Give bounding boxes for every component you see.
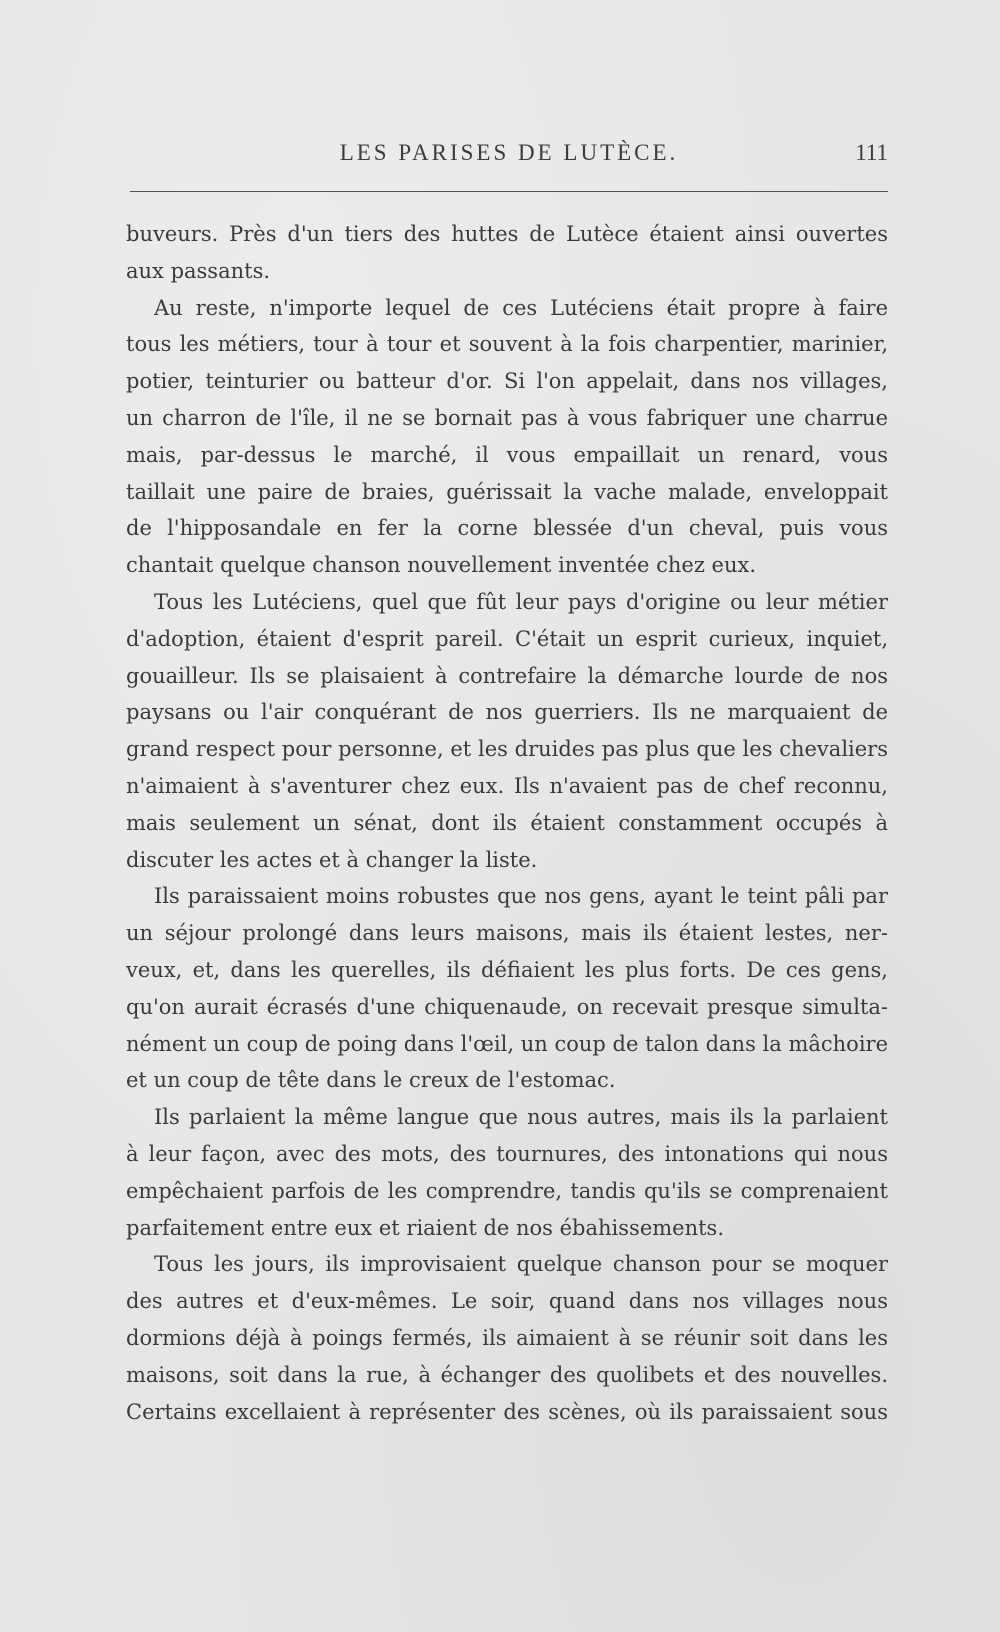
body-text <box>126 216 888 1430</box>
page-number: 111 <box>855 140 888 165</box>
text-line: mais seulement un sénat, dont ils étaient constamment occupés à <box>126 810 888 835</box>
text-line: Ils parlaient la même langue que nous autres, mais ils la parlaient <box>154 1105 888 1130</box>
page-header <box>130 140 888 170</box>
text-line: et un coup de tête dans le creux de l'estomac. <box>126 1068 616 1093</box>
text-line: n'aimaient à s'aventurer chez eux. Ils n'avaient pas de chef reconnu, <box>126 773 888 798</box>
text-line: de l'hipposandale en fer la corne blessée d'un cheval, puis vous <box>126 516 888 541</box>
text-line: tous les métiers, tour à tour et souvent à la fois charpentier, marinier, <box>126 332 888 357</box>
text-line: Tous les Lutéciens, quel que fût leur pays d'origine ou leur métier <box>154 589 888 614</box>
text-line: dormions déjà à poings fermés, ils aimaient à se réunir soit dans les <box>126 1325 888 1350</box>
running-title: LES PARISES DE LUTÈCE. <box>339 140 679 165</box>
text-line: maisons, soit dans la rue, à échanger des quolibets et des nouvelles. <box>126 1362 888 1387</box>
text-line: Ils paraissaient moins robustes que nos gens, ayant le teint pâli par <box>154 884 888 909</box>
text-line: aux passants. <box>126 258 271 283</box>
text-line: grand respect pour personne, et les druides pas plus que les chevaliers <box>126 737 888 762</box>
text-line: un charron de l'île, il ne se bornait pas à vous fabriquer une charrue <box>126 405 888 430</box>
text-line: chantait quelque chanson nouvellement inventée chez eux. <box>126 553 757 578</box>
text-line: potier, teinturier ou batteur d'or. Si l'on appelait, dans nos villages, <box>126 369 888 394</box>
text-line: un séjour prolongé dans leurs maisons, mais ils étaient lestes, ner- <box>126 921 888 946</box>
text-line: buveurs. Près d'un tiers des huttes de Lutèce étaient ainsi ouvertes <box>126 222 888 246</box>
text-line: Tous les jours, ils improvisaient quelque chanson pour se moquer <box>154 1252 888 1277</box>
text-line: paysans ou l'air conquérant de nos guerriers. Ils ne marquaient de <box>126 700 888 725</box>
text-line: d'adoption, étaient d'esprit pareil. C'était un esprit curieux, inquiet, <box>126 626 888 651</box>
text-line: Au reste, n'importe lequel de ces Lutéciens était propre à faire <box>154 295 888 320</box>
text-line: Certains excellaient à représenter des scènes, où ils paraissaient sous <box>126 1399 888 1424</box>
text-line: veux, et, dans les querelles, ils défiaient les plus forts. De ces gens, <box>126 957 888 982</box>
text-line: gouailleur. Ils se plaisaient à contrefaire la démarche lourde de nos <box>126 663 888 688</box>
header-rule <box>130 191 888 192</box>
text-line: à leur façon, avec des mots, des tournures, des intonations qui nous <box>126 1141 888 1166</box>
text-line: parfaitement entre eux et riaient de nos ébahissements. <box>126 1215 724 1240</box>
text-line: des autres et d'eux-mêmes. Le soir, quand dans nos villages nous <box>126 1289 888 1314</box>
text-line: mais, par-dessus le marché, il vous empaillait un renard, vous <box>126 442 888 467</box>
text-line: nément un coup de poing dans l'œil, un coup de talon dans la mâchoire <box>126 1031 888 1056</box>
text-line: qu'on aurait écrasés d'une chiquenaude, on recevait presque simulta- <box>126 994 888 1019</box>
text-line: empêchaient parfois de les comprendre, tandis qu'ils se comprenaient <box>126 1178 888 1203</box>
text-line: discuter les actes et à changer la liste. <box>126 847 538 872</box>
text-line: taillait une paire de braies, guérissait la vache malade, enveloppait <box>126 479 888 504</box>
